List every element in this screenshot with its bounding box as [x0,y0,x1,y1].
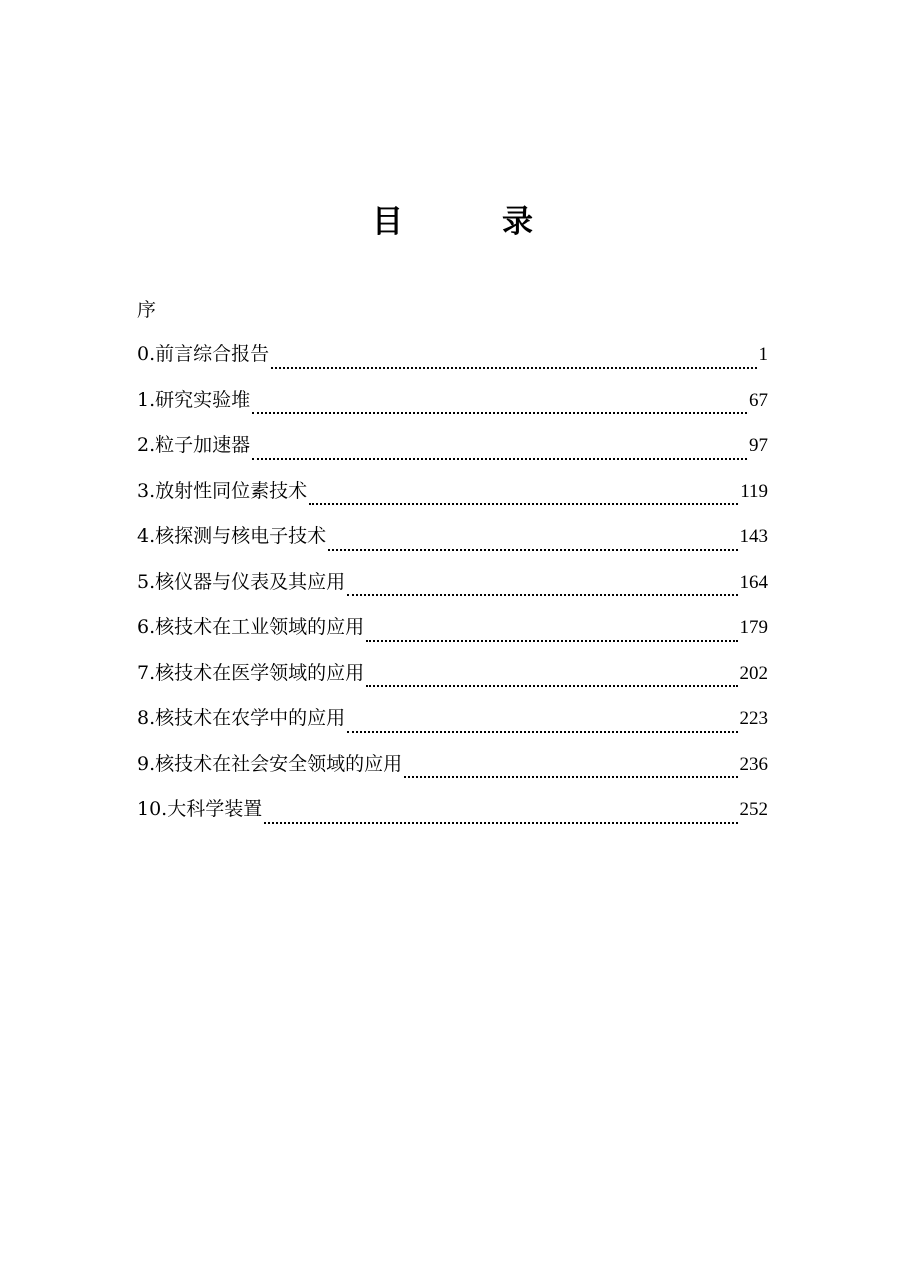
toc-entry-label: 6.核技术在工业领域的应用 [137,616,365,638]
toc-dot-leader [347,593,737,596]
toc-entry-label: 5.核仪器与仪表及其应用 [137,570,346,593]
toc-dot-leader [328,548,737,551]
toc-entry-label: 1.研究实验堆 [137,388,251,411]
toc-entry[interactable] [137,386,768,432]
toc-entry-label: 7.核技术在医学领域的应用 [137,661,365,684]
toc-entry-label: 4.核探测与核电子技术 [137,525,327,547]
toc-dot-leader [271,366,756,369]
toc-entry-page: 179 [739,617,768,638]
toc-entry-page: 164 [739,571,768,593]
toc-entry-page: 223 [739,708,768,729]
toc-entry[interactable] [137,568,768,614]
toc-entry[interactable] [137,704,768,750]
toc-entry-page: 143 [739,526,768,547]
toc-dot-leader [252,457,747,460]
toc-entry[interactable] [137,795,768,841]
toc-title: 目 录 [372,204,567,240]
toc-entry[interactable] [137,659,768,705]
toc-dot-leader [366,684,737,687]
toc-dot-leader [366,639,737,642]
table-of-contents [137,340,768,841]
toc-entry-page: 119 [740,480,768,502]
toc-dot-leader [347,730,737,733]
toc-entry-page: 236 [739,753,768,775]
toc-entry[interactable] [137,477,768,523]
toc-entry[interactable] [137,750,768,796]
toc-entry[interactable] [137,522,768,568]
toc-entry[interactable] [137,340,768,386]
toc-preface-entry: 序 [137,299,157,321]
toc-dot-leader [404,775,737,778]
toc-dot-leader [309,502,738,505]
toc-entry-page: 252 [739,799,768,820]
toc-entry[interactable] [137,613,768,659]
toc-entry-label: 3.放射性同位素技术 [137,479,308,502]
toc-entry[interactable] [137,431,768,477]
toc-entry-page: 67 [749,389,768,411]
toc-entry-label: 2.粒子加速器 [137,434,251,456]
toc-entry-page: 97 [749,435,768,456]
toc-entry-label: 8.核技术在农学中的应用 [137,707,346,729]
toc-entry-page: 202 [739,662,768,684]
toc-dot-leader [264,821,737,824]
toc-dot-leader [252,411,747,414]
toc-entry-label: 10.大科学装置 [137,798,263,820]
toc-entry-label: 9.核技术在社会安全领域的应用 [137,752,403,775]
toc-entry-page: 1 [758,344,768,365]
toc-entry-label: 0.前言综合报告 [137,343,270,365]
